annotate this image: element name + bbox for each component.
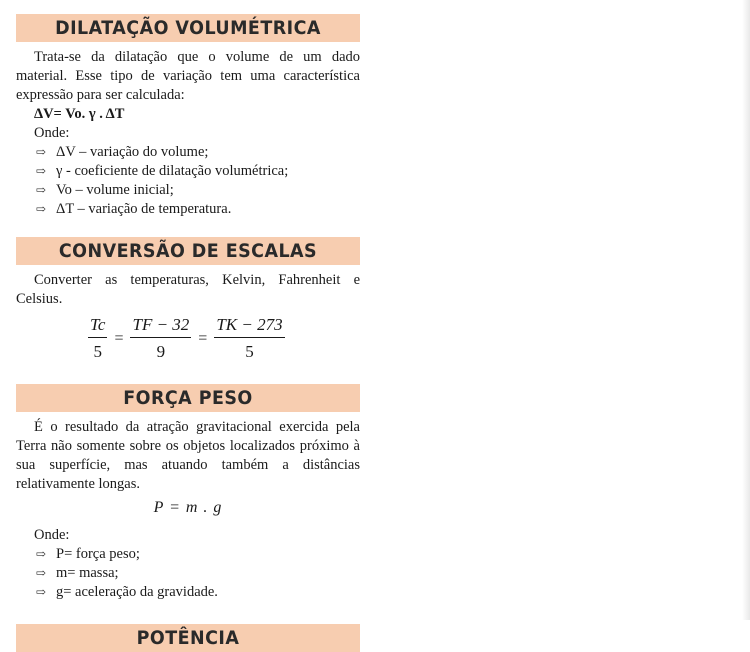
section-title: POTÊNCIA	[30, 624, 346, 652]
arrow-right-icon: ⇨	[36, 145, 47, 159]
fraction-fahrenheit: $\frac{TF - 32}{9}$	[132, 315, 190, 361]
section-banner-dilatacao	[16, 14, 360, 42]
page-edge-shadow	[742, 0, 750, 620]
arrow-right-icon: ⇨	[36, 183, 47, 197]
arrow-right-icon: ⇨	[36, 547, 47, 561]
list-item: ⇨ m= massa;	[36, 565, 119, 581]
forca-formula: P = m . g	[153, 499, 223, 516]
onde-label: Onde:	[34, 527, 70, 543]
section-banner-potencia	[16, 624, 360, 652]
list-item: ⇨ ΔV – variação do volume;	[36, 144, 209, 160]
list-item: ⇨ g= aceleração da gravidade.	[36, 584, 218, 600]
list-item: ⇨ γ - coeficiente de dilatação volumétrica;	[36, 163, 289, 179]
fraction-kelvin: $\frac{TK - 273}{5}$	[216, 315, 283, 361]
section-title: FORÇA PESO	[30, 384, 346, 412]
arrow-right-icon: ⇨	[36, 202, 47, 216]
forca-list	[16, 545, 360, 602]
onde-label: Onde:	[34, 125, 70, 141]
section-title: CONVERSÃO DE ESCALAS	[30, 237, 346, 265]
arrow-right-icon: ⇨	[36, 164, 47, 178]
arrow-right-icon: ⇨	[36, 566, 47, 580]
section-banner-conversao	[16, 237, 360, 265]
list-item: ⇨ P= força peso;	[36, 546, 140, 562]
conversao-paragraph: Converter as temperaturas, Kelvin, Fahrenheit e Celsius.	[16, 272, 360, 307]
forca-paragraph: É o resultado da atração gravitacional exercida pela Terra não somente sobre os objetos localizados próximo à sua superfície, mas atuando também a distâncias relativamente longas.	[16, 419, 360, 492]
section-title: DILATAÇÃO VOLUMÉTRICA	[30, 14, 346, 42]
dilatacao-list	[16, 143, 360, 219]
dilatacao-formula: ΔV= Vo. γ . ΔT	[34, 106, 125, 122]
section-banner-forca	[16, 384, 360, 412]
arrow-right-icon: ⇨	[36, 585, 47, 599]
list-item: ⇨ ΔT – variação de temperatura.	[36, 201, 232, 217]
conversion-formula: $\frac{Tc}{5}$ = $\frac{TF - 32}{9}$ = $\frac{TK - 273}{5}$	[90, 315, 283, 361]
list-item: ⇨ Vo – volume inicial;	[36, 182, 174, 198]
document-column	[16, 14, 360, 652]
fraction-celsius: $\frac{Tc}{5}$	[90, 315, 106, 361]
dilatacao-paragraph: Trata-se da dilatação que o volume de um dado material. Esse tipo de variação tem uma característica expressão para ser calculada:	[16, 49, 360, 103]
